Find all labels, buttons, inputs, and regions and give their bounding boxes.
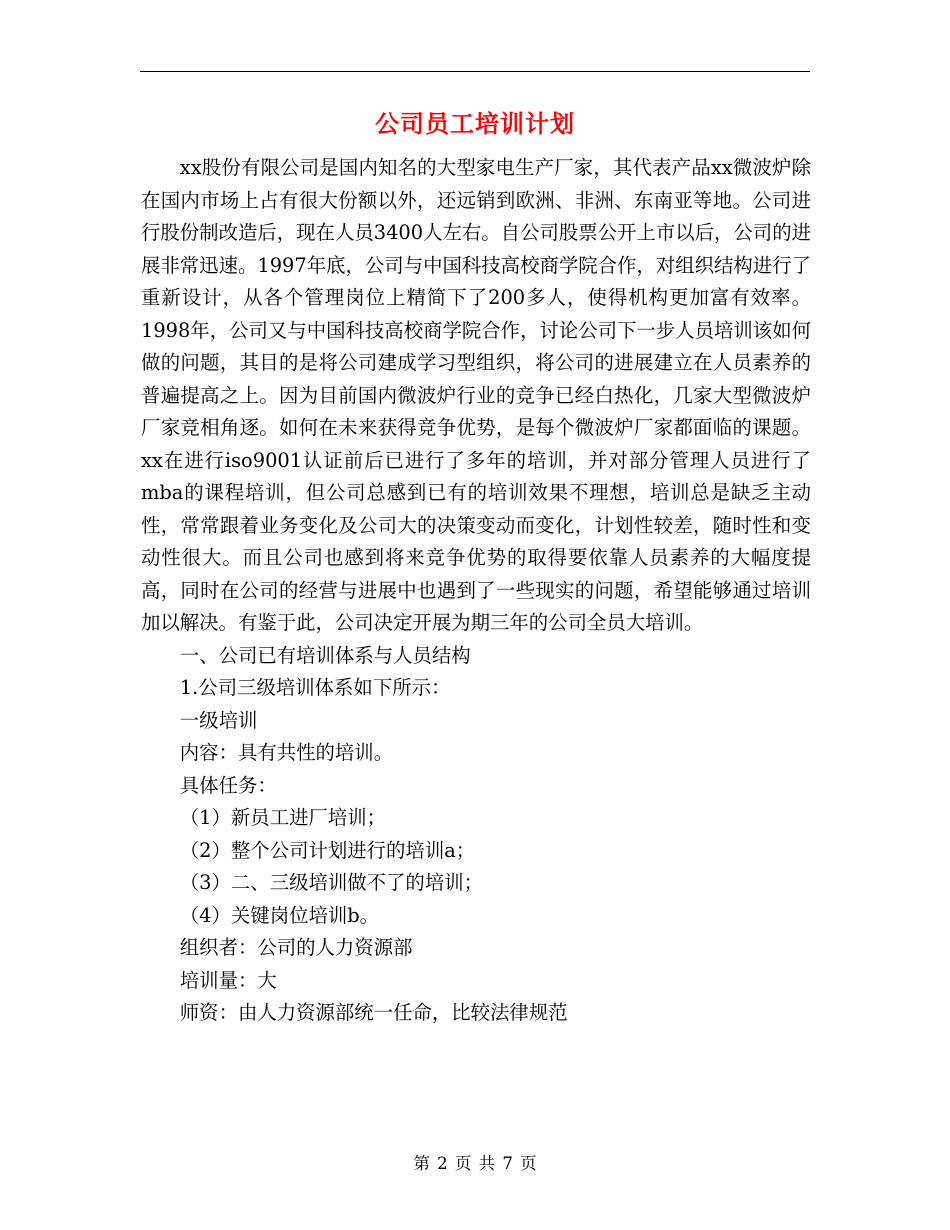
document-body	[141, 152, 811, 1030]
intro-paragraph: xx股份有限公司是国内知名的大型家电生产厂家，其代表产品xx微波炉除在国内市场上占有很大份额以外，还远销到欧洲、非洲、东南亚等地。公司进行股份制改造后，现在人员3400人左右。自公司股票公开上市以后，公司的进展非常迅速。1997年底，公司与中国科技高校商学院合作，对组织结构进行了重新设计，从各个管理岗位上精简下了200多人，使得机构更加富有效率。1998年，公司又与中国科技高校商学院合作，讨论公司下一步人员培训该如何做的问题，其目的是将公司建成学习型组织，将公司的进展建立在人员素养的普遍提高之上。因为目前国内微波炉行业的竞争已经白热化，几家大型微波炉厂家竞相角逐。如何在未来获得竞争优势，是每个微波炉厂家都面临的课题。xx在进行iso9001认证前后已进行了多年的培训，并对部分管理人员进行了mba的课程培训，但公司总感到已有的培训效果不理想，培训总是缺乏主动性，常常跟着业务变化及公司大的决策变动而变化，计划性较差，随时性和变动性很大。而且公司也感到将来竞争优势的取得要依靠人员素养的大幅度提高，同时在公司的经营与进展中也遇到了一些现实的问题，希望能够通过培训加以解决。有鉴于此，公司决定开展为期三年的公司全员大培训。	[141, 156, 811, 634]
task-item: （3）二、三级培训做不了的培训；	[179, 871, 483, 894]
task-item: （1）新员工进厂培训；	[179, 806, 387, 829]
organizer-line: 组织者：公司的人力资源部	[179, 936, 413, 959]
header-rule	[140, 71, 810, 72]
section-heading: 一、公司已有培训体系与人员结构	[179, 643, 471, 667]
level-heading: 一级培训	[179, 708, 258, 732]
tasks-heading: 具体任务：	[179, 773, 277, 797]
faculty-line: 师资：由人力资源部统一任命，比较法律规范	[179, 1001, 568, 1024]
subsection-heading: 1.公司三级培训体系如下所示：	[179, 676, 451, 699]
task-item: （2）整个公司计划进行的培训a；	[179, 838, 476, 862]
task-item: （4）关键岗位培训b。	[179, 903, 380, 927]
volume-line: 培训量：大	[179, 968, 277, 992]
content-line: 内容：具有共性的培训。	[179, 741, 394, 764]
page-number: 第 2 页 共 7 页	[413, 1154, 537, 1173]
page-title: 公司员工培训计划	[375, 109, 575, 138]
